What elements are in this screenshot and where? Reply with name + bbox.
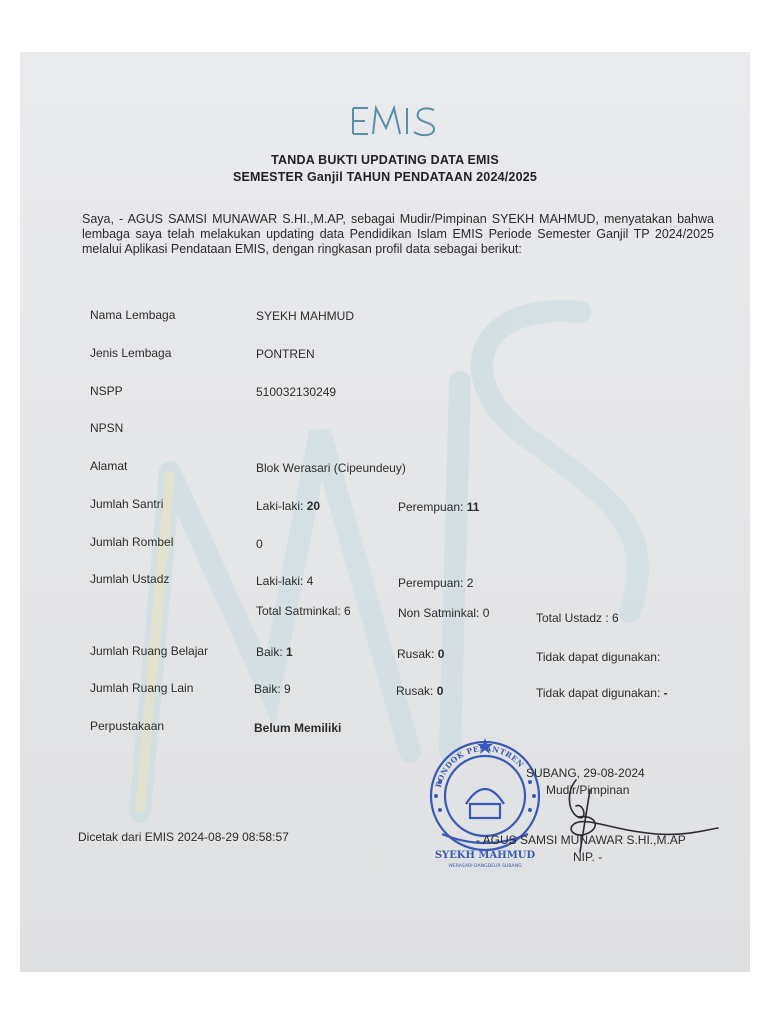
signer-name: - AGUS SAMSI MUNAWAR S.HI.,M.AP	[476, 833, 686, 847]
ruang-belajar-rusak-value: 0	[437, 647, 445, 661]
santri-laki-value: 20	[306, 499, 321, 513]
printed-timestamp: Dicetak dari EMIS 2024-08-29 08:58:57	[78, 830, 289, 844]
document-page	[20, 52, 750, 972]
value-jumlah-rombel: 0	[256, 537, 263, 551]
santri-laki-label: Laki-laki:	[256, 499, 304, 513]
ruang-belajar-baik	[256, 645, 293, 659]
sign-position: Mudir/Pimpinan	[546, 783, 630, 797]
document-subtitle: SEMESTER Ganjil TAHUN PENDATAAN 2024/2025	[232, 170, 538, 184]
ruang-belajar-rusak	[397, 647, 444, 661]
label-ruang-lain: Jumlah Ruang Lain	[90, 681, 194, 695]
ruang-lain-tidak-value: -	[663, 686, 668, 700]
santri-laki-laki	[256, 499, 320, 513]
intro-statement: Saya, - AGUS SAMSI MUNAWAR S.HI.,M.AP, sebagai Mudir/Pimpinan SYEKH MAHMUD, menyatakan bahwa lembaga saya telah melakukan updating data Pendidikan Islam EMIS Periode Semester Ganjil TP 2024/2025 melalui Aplikasi Pendataan EMIS, dengan ringkasan profil data sebagai berikut:	[82, 212, 714, 256]
ruang-lain-tidak-label: Tidak dapat digunakan:	[536, 686, 661, 700]
label-nama-lembaga: Nama Lembaga	[90, 308, 176, 322]
stamp-name: SYEKH MAHMUD	[434, 850, 536, 861]
value-perpustakaan: Belum Memiliki	[254, 721, 342, 735]
ruang-lain-tidak	[536, 686, 668, 700]
ustadz-non-satminkal: Non Satminkal: 0	[398, 606, 490, 620]
ustadz-total-satminkal: Total Satminkal: 6	[256, 604, 351, 618]
ruang-belajar-rusak-label: Rusak:	[397, 647, 435, 661]
ruang-lain-rusak	[396, 684, 443, 698]
ruang-belajar-baik-value: 1	[286, 645, 293, 659]
label-jumlah-ustadz: Jumlah Ustadz	[90, 572, 170, 586]
ruang-lain-baik-label: Baik:	[254, 682, 281, 696]
emis-logo	[350, 104, 440, 138]
ustadz-laki-laki: Laki-laki: 4	[256, 574, 314, 588]
label-ruang-belajar: Jumlah Ruang Belajar	[90, 644, 209, 658]
ruang-lain-rusak-label: Rusak:	[396, 684, 434, 698]
ruang-belajar-tidak	[536, 650, 660, 664]
label-nspp: NSPP	[90, 384, 123, 398]
ruang-lain-baik-value: 9	[284, 682, 291, 696]
label-perpustakaan: Perpustakaan	[90, 719, 165, 733]
ruang-belajar-baik-label: Baik:	[256, 645, 283, 659]
label-jumlah-rombel: Jumlah Rombel	[90, 535, 174, 549]
santri-perempuan	[398, 500, 479, 514]
ruang-belajar-tidak-label: Tidak dapat digunakan:	[536, 650, 661, 664]
signer-nip: NIP. -	[573, 850, 603, 864]
value-alamat: Blok Werasari (Cipeundeuy)	[256, 461, 406, 475]
label-jenis-lembaga: Jenis Lembaga	[90, 346, 172, 360]
stamp-top-text: PONDOK PESANTREN	[433, 743, 526, 789]
sign-place-date: SUBANG, 29-08-2024	[526, 766, 645, 780]
label-jumlah-santri: Jumlah Santri	[90, 497, 164, 511]
stamp-address: WERASARI DANGDEUR SUBANG	[448, 864, 522, 869]
value-nama-lembaga: SYEKH MAHMUD	[256, 309, 355, 323]
label-npsn: NPSN	[90, 421, 124, 435]
value-jenis-lembaga: PONTREN	[256, 347, 315, 361]
ustadz-perempuan: Perempuan: 2	[398, 576, 474, 590]
ruang-lain-baik	[254, 682, 291, 696]
santri-perempuan-label: Perempuan:	[398, 500, 464, 514]
ruang-lain-rusak-value: 0	[436, 684, 444, 698]
value-nspp: 510032130249	[256, 385, 337, 399]
ustadz-total: Total Ustadz : 6	[536, 611, 619, 625]
document-title: TANDA BUKTI UPDATING DATA EMIS	[271, 153, 499, 167]
santri-perempuan-value: 11	[466, 500, 480, 514]
label-alamat: Alamat	[90, 459, 128, 473]
